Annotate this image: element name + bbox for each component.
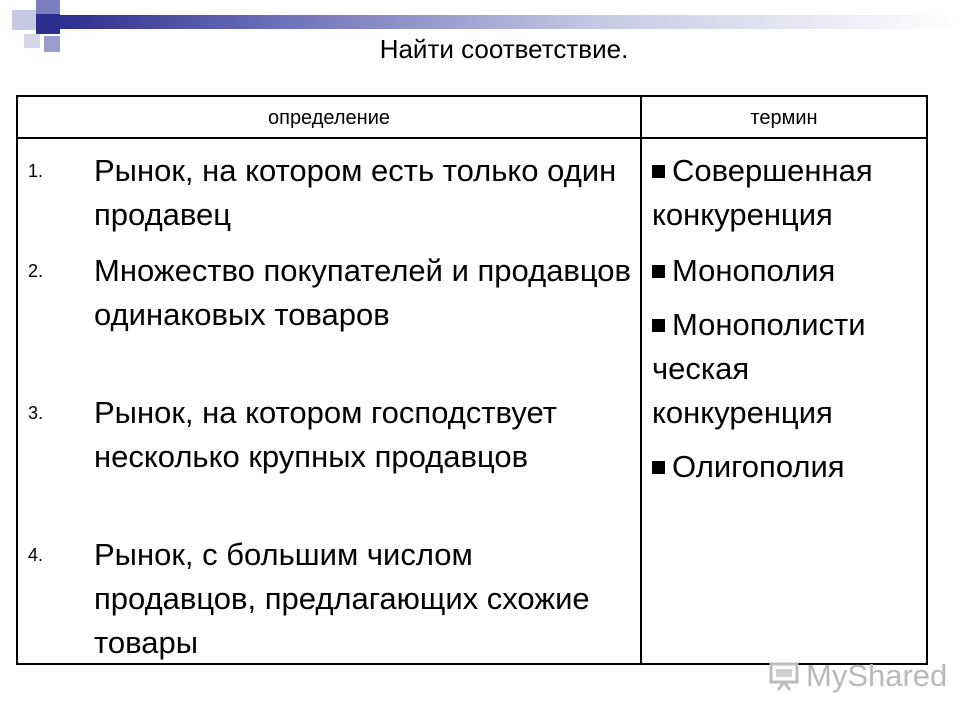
definition-text: Рынок, с большим числом продавцов, предлагающих схожие товары [94,537,590,660]
presentation-icon [768,660,800,692]
term-text: Олигополия [672,449,845,484]
definitions-column [18,141,640,663]
square-bullet-icon [652,319,665,332]
decor-square [12,10,36,30]
header-definition: определение [267,107,391,129]
decor-square [36,0,60,14]
slide-title: Найти соответствие. [379,34,629,64]
square-bullet-icon [652,461,665,474]
decor-square [36,14,60,34]
definition-text: Рынок, на котором есть только один продавец [94,153,617,232]
definition-number: 3. [28,403,44,423]
definition-text: Множество покупателей и продавцов одинаковых товаров [94,253,632,332]
term-item [652,303,926,435]
term-text: Совершенная конкуренция [652,153,873,232]
watermark [768,654,958,698]
definition-text: Рынок, на котором господствует несколько крупных продавцов [94,395,557,474]
term-item [652,445,926,489]
definition-number: 1. [28,161,44,181]
watermark-text: MyShared [806,658,948,693]
matching-table [16,95,928,665]
definition-number: 2. [28,261,44,281]
term-text: Монополия [672,253,836,288]
term-text: Монополисти ческая конкуренция [652,307,866,430]
decor-gradient-bar [60,15,960,29]
terms-column [642,141,926,663]
definition-number: 4. [28,545,44,565]
term-item [652,149,926,237]
term-item [652,249,926,293]
header-term: термин [750,107,818,129]
table-header-row [18,97,926,139]
square-bullet-icon [652,165,665,178]
square-bullet-icon [652,265,665,278]
